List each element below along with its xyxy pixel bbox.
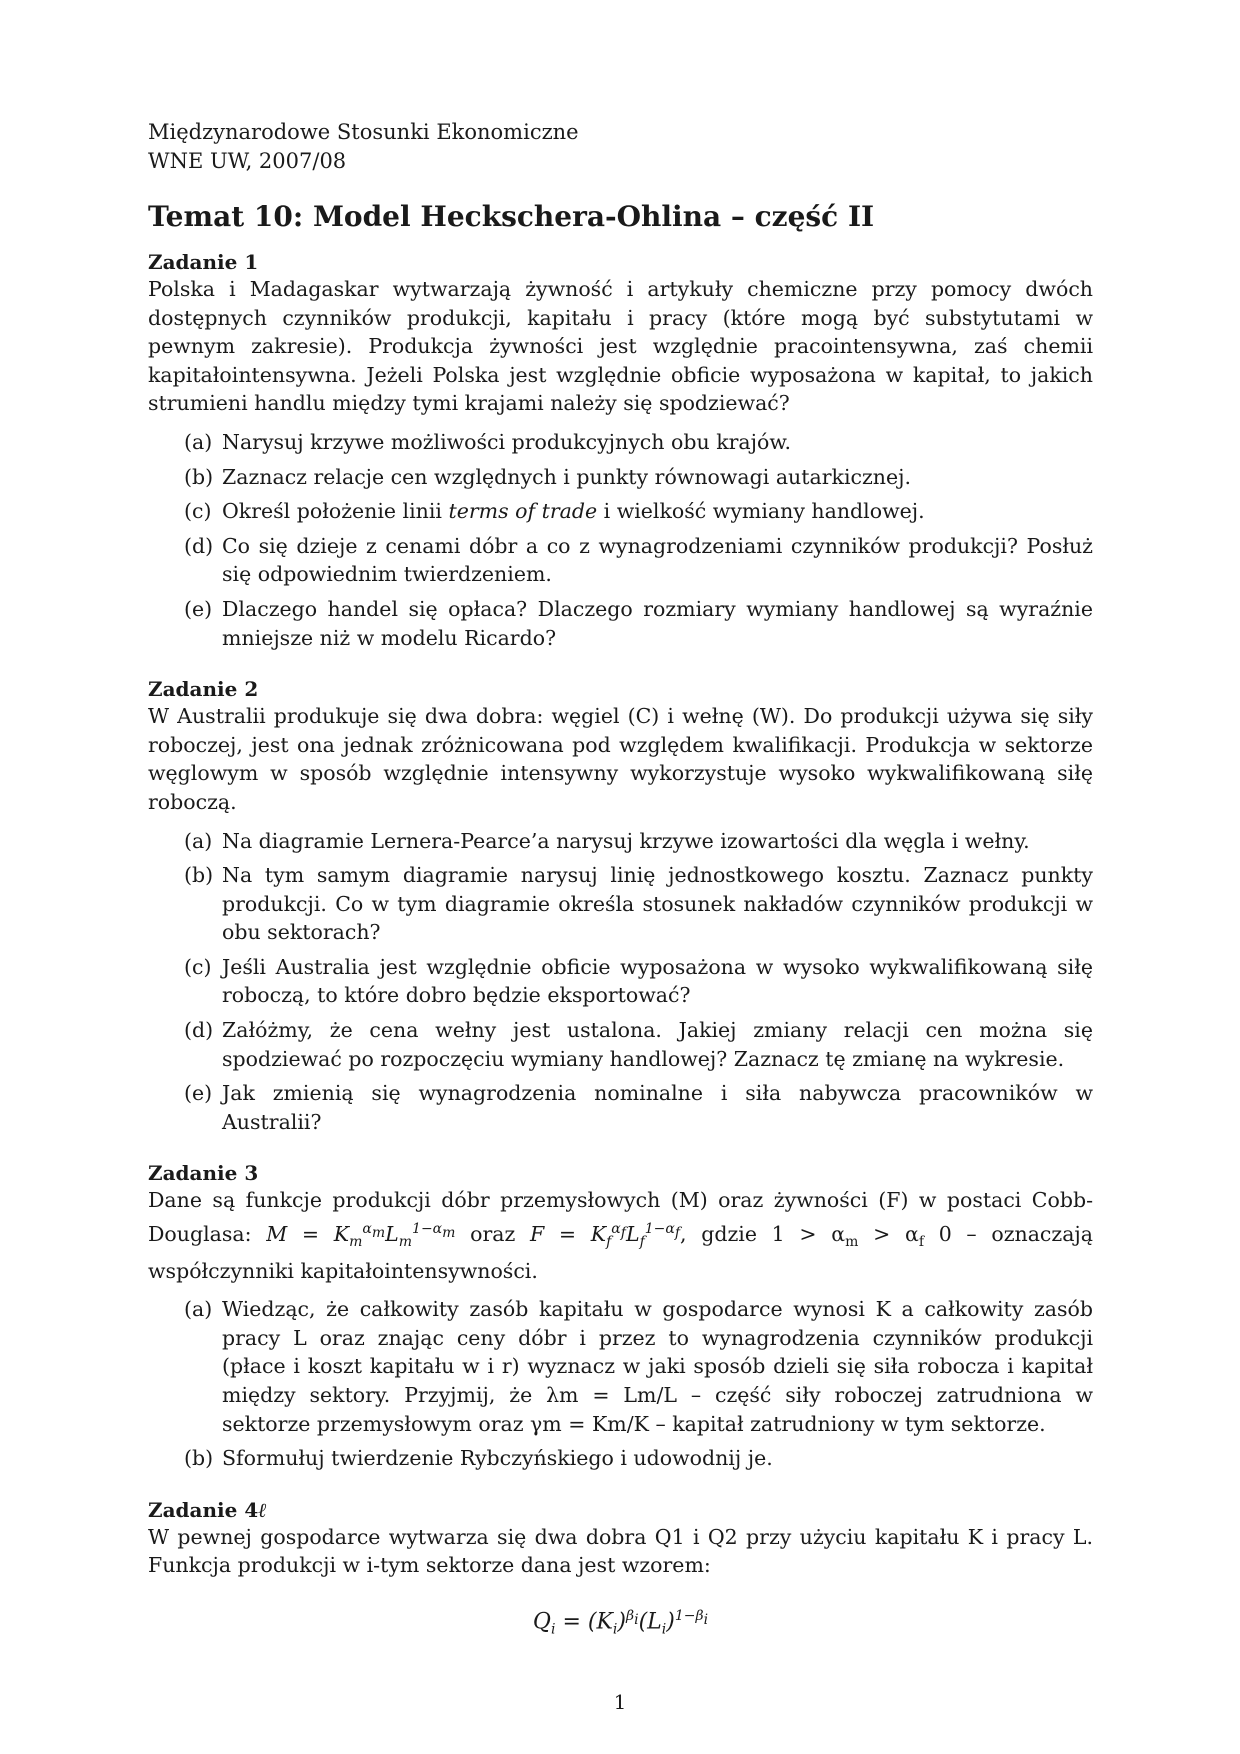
item-label: (a) (184, 1297, 213, 1322)
task-3-item-b (148, 1444, 1093, 1473)
formula-F: $F = K_f^{\alpha_f}L_f^{1-\alpha_f}$ (530, 1221, 681, 1250)
item-text: Wiedząc, że całkowity zasób kapitału w gospodarce wynosi K a całkowity zasób pracy L oraz znając ceny dóbr i przez to wynagrodzenia czynników produkcji (płace i koszt kapitału w i r) wyznacz w jaki sposób dzieli się siła robocza i kapitał między sektory. Przyjmij, że λm = Lm/L – część siły roboczej zatrudniona w sektorze przemysłowym oraz γm = Km/K – kapitał zatrudniony w tym sektorze. (222, 1297, 1093, 1436)
task-2-item-a (148, 827, 1093, 856)
task-3-item-a (148, 1295, 1093, 1438)
item-label: (a) (184, 429, 213, 454)
item-text: Co się dzieje z cenami dóbr a co z wynagrodzeniami czynników produkcji? Posłuż się odpowiednim twierdzeniem. (222, 533, 1093, 587)
task-1-item-a (148, 428, 1093, 457)
item-text: Na diagramie Lernera-Pearce’a narysuj krzywe izowartości dla węgla i wełny. (222, 828, 1030, 853)
item-label: (b) (184, 1446, 214, 1471)
item-label: (d) (184, 533, 214, 558)
formula-M: $M = K_m^{\alpha_m}L_m^{1-\alpha_m}$ (266, 1221, 456, 1250)
task-2-item-e (148, 1079, 1093, 1136)
production-formula: $Q_i = (K_i)^{\beta_i}(L_i)^{1-\beta_i}$ (532, 1607, 709, 1638)
item-text: Zaznacz relacje cen względnych i punkty równowagi autarkicznej. (222, 464, 911, 489)
task-3 (148, 1160, 1093, 1472)
task-3-heading: Zadanie 3 (148, 1161, 259, 1186)
task-1-heading: Zadanie 1 (148, 250, 259, 274)
task-3-intro-end: – oznaczają współczynniki kapitałointensywności. (148, 1221, 1094, 1283)
task-4 (148, 1497, 1093, 1638)
document-page (148, 118, 1093, 1662)
item-label: (e) (184, 1081, 213, 1106)
task-1-item-b (148, 463, 1093, 492)
item-text: Jak zmienią się wynagrodzenia nominalne i siła nabywcza pracowników w Australii? (222, 1081, 1093, 1134)
task-3-intro-cond: , gdzie 1 > α (680, 1221, 846, 1246)
page-title: Temat 10: Model Heckschera-Ohlina – część II (148, 200, 875, 233)
item-text-before: Określ położenie linii (222, 499, 449, 524)
item-text-after: i wielkość wymiany handlowej. (597, 499, 925, 524)
task-3-intro-text: Dane są funkcje produkcji dóbr przemysłowych (M) oraz żywności (F) w postaci Cobb-Douglasa: (148, 1188, 1093, 1246)
task-2 (148, 676, 1093, 1136)
item-label: (c) (184, 499, 212, 524)
task-4-heading-text: Zadanie 4 (148, 1497, 259, 1522)
task-1-item-e (148, 595, 1093, 652)
task-2-items (148, 827, 1093, 1137)
item-text: Dlaczego handel się opłaca? Dlaczego rozmiary wymiany handlowej są wyraźnie mniejsze niż w modelu Ricardo? (222, 596, 1093, 650)
item-text (222, 497, 1093, 526)
item-text: Jeśli Australia jest względnie obficie wyposażona w wysoko wykwalifikowaną siłę roboczą, to które dobro będzie eksportować? (222, 954, 1093, 1008)
item-text: Narysuj krzywe możliwości produkcyjnych obu krajów. (222, 429, 791, 454)
task-3-items (148, 1295, 1093, 1473)
task-2-item-d (148, 1016, 1093, 1073)
course-name: Międzynarodowe Stosunki Ekonomiczne (148, 120, 579, 144)
task-1-items (148, 428, 1093, 652)
task-1-item-d (148, 532, 1093, 589)
task-2-intro: W Australii produkuje się dwa dobra: węgiel (C) i wełnę (W). Do produkcji używa się siły roboczej, jest ona jednak zróżnicowana pod względem kwalifikacji. Produkcja w sektorze węglowym w sposób względnie intensywny wykorzystuje wysoko wykwalifikowaną siłę roboczą. (148, 704, 1093, 814)
task-1-item-c (148, 497, 1093, 526)
task-1 (148, 249, 1093, 652)
task-4-intro: W pewnej gospodarce wytwarza się dwa dobra Q1 i Q2 przy użyciu kapitału K i pracy L. Funkcja produkcji w i-tym sektorze dana jest wzorem: (148, 1524, 1093, 1578)
task-1-intro: Polska i Madagaskar wytwarzają żywność i artykuły chemiczne przy pomocy dwóch dostępnych czynników produkcji, kapitału i pracy (które mogą być substytutami w pewnym zakresie). Produkcja żywności jest względnie pracointensywna, zaś chemii kapitałointensywna. Jeżeli Polska jest względnie obficie wyposażona w kapitał, to jakich strumieni handlu między tymi krajami należy się spodziewać? (148, 277, 1093, 416)
item-text: Sformułuj twierdzenie Rybczyńskiego i udowodnij je. (222, 1446, 773, 1471)
item-label: (b) (184, 464, 214, 489)
task-2-heading: Zadanie 2 (148, 677, 259, 702)
task-2-item-c (148, 953, 1093, 1010)
item-text: Na tym samym diagramie narysuj linię jednostkowego kosztu. Zaznacz punkty produkcji. Co w tym diagramie określa stosunek nakładów czynników produkcji w obu sektorach? (222, 863, 1093, 945)
difficulty-mark: ℓ (258, 1497, 267, 1522)
task-3-intro: Dane są funkcje produkcji dóbr przemysłowych (M) oraz żywności (F) w postaci Cobb-Douglasa: $M = K_m^{\alpha_m}L_m^{1-\alpha_m}$ oraz $F = K_f^{\alpha_f}L_f^{1-\alpha_f}$, gdzie $1 > \alpha_m > \alpha_f$ 0 – oznaczają współczynniki kapitałointensywności. (148, 1188, 1094, 1283)
item-label: (a) (184, 828, 213, 853)
item-label: (c) (184, 954, 212, 979)
item-text: Załóżmy, że cena wełny jest ustalona. Jakiej zmiany relacji cen można się spodziewać po rozpoczęciu wymiany handlowej? Zaznacz tę zmianę na wykresie. (222, 1018, 1093, 1071)
task-2-item-b (148, 861, 1093, 947)
task-3-intro-conj: oraz (470, 1221, 516, 1246)
item-text-emphasis: terms of trade (448, 499, 598, 524)
item-label: (d) (184, 1018, 214, 1043)
course-info: WNE UW, 2007/08 (148, 149, 347, 173)
page-number: 1 (613, 1690, 627, 1714)
item-label: (b) (184, 863, 214, 888)
item-label: (e) (184, 596, 213, 621)
task-4-heading (148, 1497, 1093, 1523)
